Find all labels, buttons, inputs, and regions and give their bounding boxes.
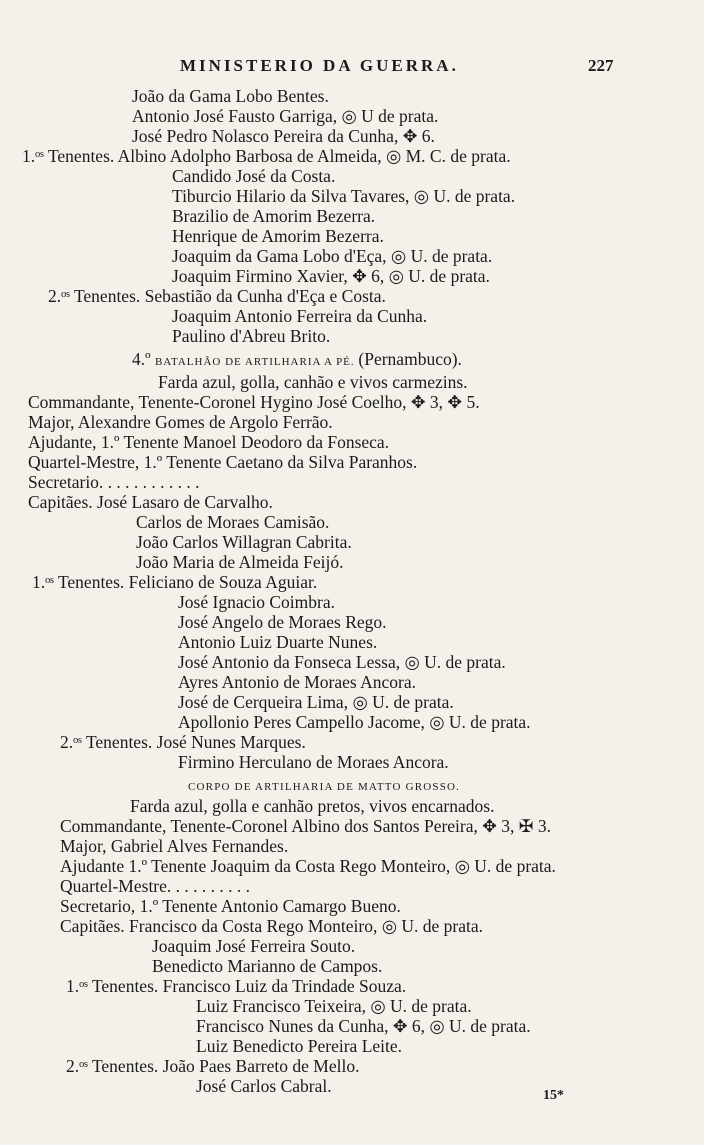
text-line: Joaquim da Gama Lobo d'Eça, ◎ U. de prata. bbox=[172, 246, 493, 266]
text-line: Carlos de Moraes Camisão. bbox=[136, 512, 330, 532]
page-header bbox=[0, 56, 704, 80]
text-line: José Angelo de Moraes Rego. bbox=[178, 612, 387, 632]
signature-mark: 15* bbox=[543, 1088, 564, 1103]
text-line bbox=[188, 774, 460, 797]
section-heading: BATALHÃO DE ARTILHARIA A PÉ. bbox=[154, 356, 359, 368]
text-line: Firmino Herculano de Moraes Ancora. bbox=[178, 752, 449, 772]
text-line: João Carlos Willagran Cabrita. bbox=[136, 532, 352, 552]
text-line bbox=[132, 349, 462, 372]
section-number: 4.º bbox=[132, 349, 155, 369]
text-line: Antonio José Fausto Garriga, ◎ U de prata. bbox=[132, 106, 439, 126]
text-line: Francisco Nunes da Cunha, ✥ 6, ◎ U. de prata. bbox=[196, 1016, 531, 1036]
text-line: Quartel-Mestre. . . . . . . . . . bbox=[60, 876, 251, 896]
text-line: Ajudante 1.º Tenente Joaquim da Costa Rego Monteiro, ◎ U. de prata. bbox=[60, 856, 556, 876]
text-line: 2.ᵒˢ Tenentes. João Paes Barreto de Mello. bbox=[66, 1056, 360, 1076]
text-line: Capitães. José Lasaro de Carvalho. bbox=[28, 492, 273, 512]
text-line: Secretario, 1.º Tenente Antonio Camargo Bueno. bbox=[60, 896, 401, 916]
text-line: Secretario. . . . . . . . . . . . bbox=[28, 472, 200, 492]
text-line: Major, Gabriel Alves Fernandes. bbox=[60, 836, 289, 856]
text-line: Benedicto Marianno de Campos. bbox=[152, 956, 383, 976]
text-line: Antonio Luiz Duarte Nunes. bbox=[178, 632, 378, 652]
text-line: 2.ᵒˢ Tenentes. José Nunes Marques. bbox=[60, 732, 306, 752]
text-line: Ajudante, 1.º Tenente Manoel Deodoro da Fonseca. bbox=[28, 432, 390, 452]
text-line: 2.ᵒˢ Tenentes. Sebastião da Cunha d'Eça e Costa. bbox=[48, 286, 386, 306]
text-line: Quartel-Mestre, 1.º Tenente Caetano da Silva Paranhos. bbox=[28, 452, 418, 472]
text-line: Apollonio Peres Campello Jacome, ◎ U. de prata. bbox=[178, 712, 531, 732]
text-line: Candido José da Costa. bbox=[172, 166, 336, 186]
text-line: Henrique de Amorim Bezerra. bbox=[172, 226, 384, 246]
text-line: José Antonio da Fonseca Lessa, ◎ U. de prata. bbox=[178, 652, 506, 672]
text-line: Joaquim Antonio Ferreira da Cunha. bbox=[172, 306, 428, 326]
text-line: Ayres Antonio de Moraes Ancora. bbox=[178, 672, 416, 692]
text-line: José Pedro Nolasco Pereira da Cunha, ✥ 6. bbox=[132, 126, 435, 146]
text-line: Major, Alexandre Gomes de Argolo Ferrão. bbox=[28, 412, 333, 432]
text-line: 1.ᵒˢ Tenentes. Francisco Luiz da Trindade Souza. bbox=[66, 976, 407, 996]
text-line: Luiz Francisco Teixeira, ◎ U. de prata. bbox=[196, 996, 472, 1016]
text-line: Luiz Benedicto Pereira Leite. bbox=[196, 1036, 403, 1056]
text-line: Commandante, Tenente-Coronel Hygino José Coelho, ✥ 3, ✥ 5. bbox=[28, 392, 480, 412]
text-line: 1.ᵒˢ Tenentes. Albino Adolpho Barbosa de Almeida, ◎ M. C. de prata. bbox=[22, 146, 511, 166]
text-line: Commandante, Tenente-Coronel Albino dos Santos Pereira, ✥ 3, ✠ 3. bbox=[60, 816, 551, 836]
text-line: Capitães. Francisco da Costa Rego Monteiro, ◎ U. de prata. bbox=[60, 916, 484, 936]
text-line: Farda azul, golla e canhão pretos, vivos encarnados. bbox=[130, 796, 495, 816]
running-title: MINISTERIO DA GUERRA. bbox=[180, 56, 459, 75]
text-line: Brazilio de Amorim Bezerra. bbox=[172, 206, 376, 226]
section-heading: CORPO DE ARTILHARIA DE MATTO GROSSO. bbox=[188, 781, 461, 793]
text-line: Tiburcio Hilario da Silva Tavares, ◎ U. de prata. bbox=[172, 186, 516, 206]
text-line: José Ignacio Coimbra. bbox=[178, 592, 335, 612]
text-line: Farda azul, golla, canhão e vivos carmezins. bbox=[158, 372, 468, 392]
text-line: 1.ᵒˢ Tenentes. Feliciano de Souza Aguiar. bbox=[32, 572, 318, 592]
text-line: José de Cerqueira Lima, ◎ U. de prata. bbox=[178, 692, 454, 712]
text-line: Joaquim Firmino Xavier, ✥ 6, ◎ U. de prata. bbox=[172, 266, 490, 286]
text-line: João Maria de Almeida Feijó. bbox=[136, 552, 344, 572]
text-line: Joaquim José Ferreira Souto. bbox=[152, 936, 356, 956]
text-line: João da Gama Lobo Bentes. bbox=[132, 86, 329, 106]
text-line: Paulino d'Abreu Brito. bbox=[172, 326, 331, 346]
text-line: José Carlos Cabral. bbox=[196, 1076, 332, 1096]
section-location: (Pernambuco). bbox=[358, 349, 462, 369]
page-number: 227 bbox=[588, 56, 614, 75]
